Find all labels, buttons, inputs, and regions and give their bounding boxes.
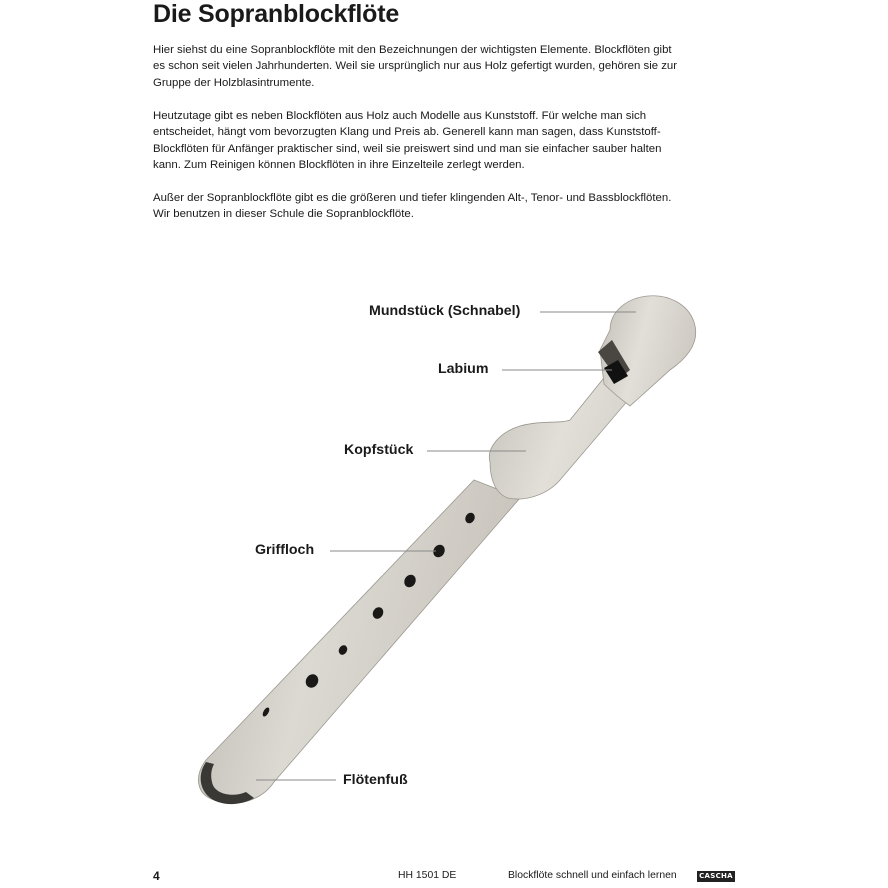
- intro-paragraph: Hier siehst du eine Sopranblockflöte mit den Bezeichnungen der wichtigsten Elemente. Blockflöten gibt es schon seit vielen Jahrhunderten. Weil sie ursprünglich nur aus Holz gefertigt wurden, gehören sie zur Gruppe der Holzblasintrumente.: [153, 44, 678, 89]
- recorder-body: [198, 480, 520, 803]
- page-title: Die Sopranblockflöte: [153, 0, 400, 28]
- family-paragraph: Außer der Sopranblockflöte gibt es die größeren und tiefer klingenden Alt-, Tenor- und Bassblockflöten. Wir benutzen in dieser Schule die Sopranblockflöte.: [153, 192, 672, 221]
- label-foot-joint: Flötenfuß: [343, 772, 408, 788]
- label-mouthpiece: Mundstück (Schnabel): [369, 303, 521, 319]
- label-finger-hole: Griffloch: [255, 542, 315, 558]
- page-number: 4: [153, 869, 160, 883]
- publisher-logo: CASCHA: [697, 871, 735, 882]
- book-title: Blockflöte schnell und einfach lernen: [508, 870, 677, 881]
- label-head-joint: Kopfstück: [344, 442, 414, 458]
- materials-paragraph: Heutzutage gibt es neben Blockflöten aus Holz auch Modelle aus Kunststoff. Für welche man sich entscheidet, hängt vom bevorzugten Klang und Preis ab. Generell kann man sagen, dass Kunststoff- Blockflöten für Anfänger praktischer sind, weil sie preiswert sind und man sie einfacher sauber halten kann. Zum Reinigen können Blockflöten in ihre Einzelteile zerlegt werden.: [153, 110, 662, 172]
- label-labium: Labium: [438, 361, 489, 377]
- product-code: HH 1501 DE: [398, 870, 457, 881]
